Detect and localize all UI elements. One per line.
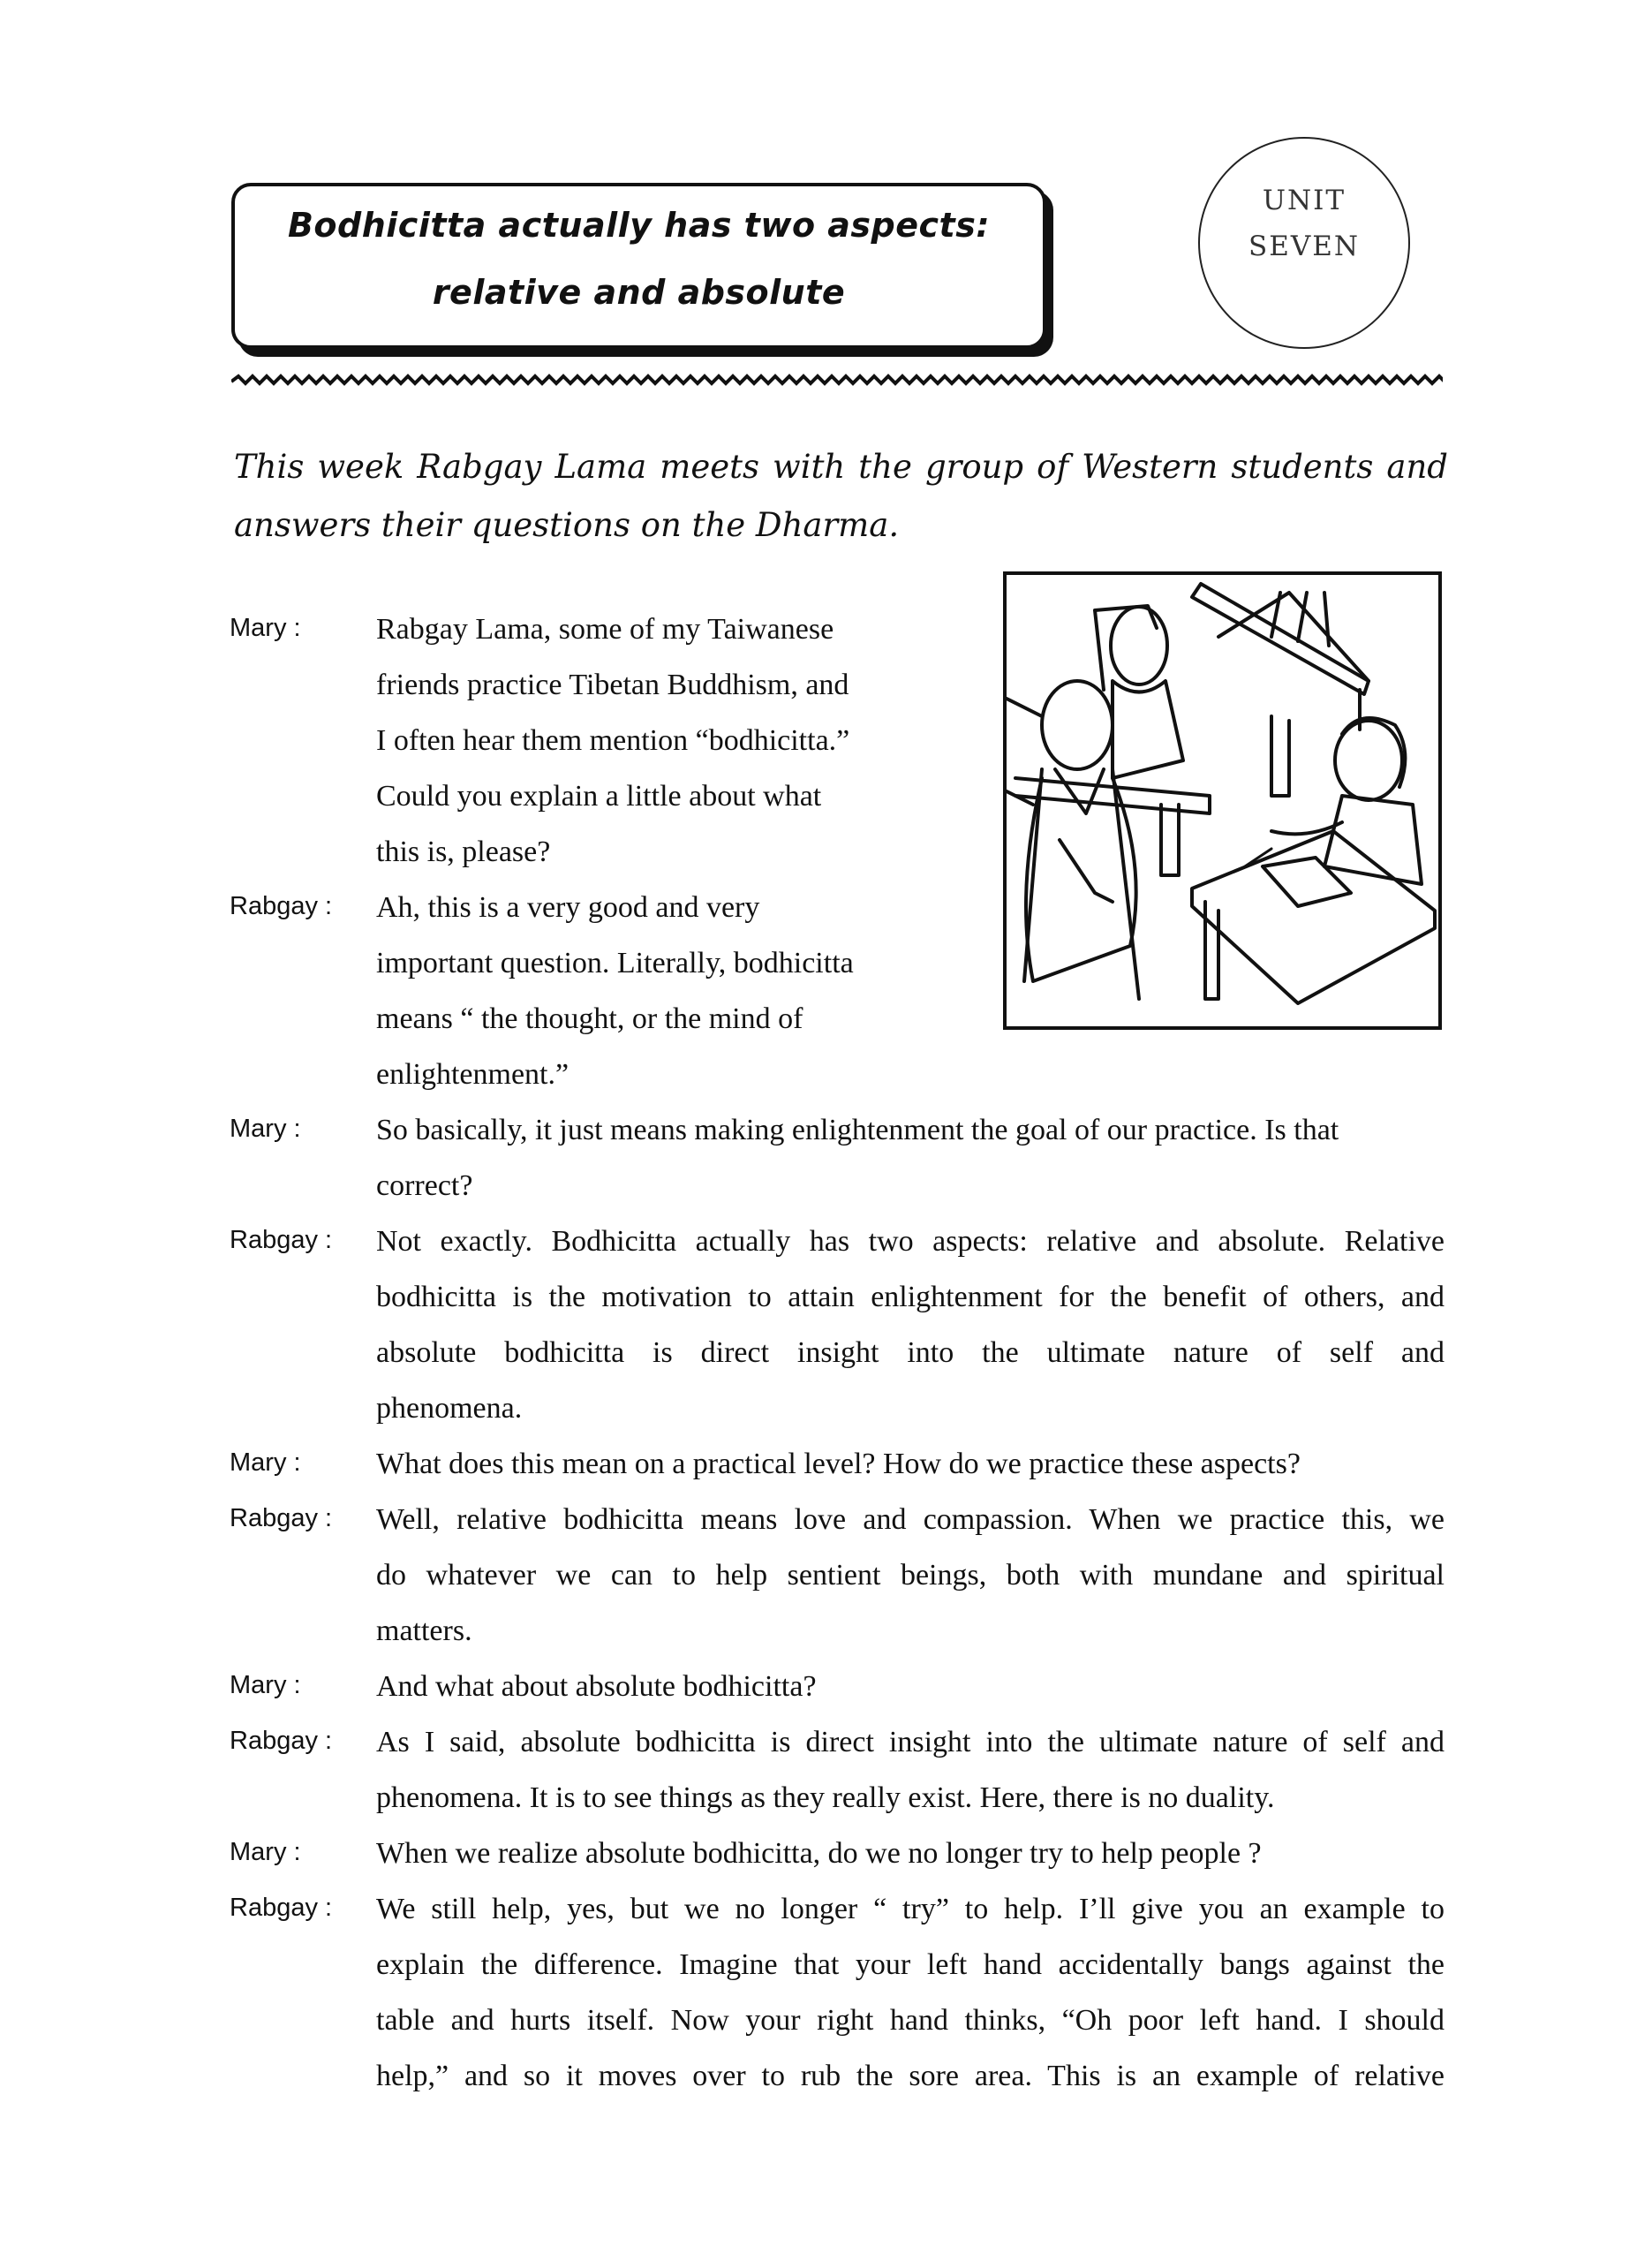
dialogue-row: [0, 1770, 1652, 1826]
speaker-label: Rabgay :: [230, 1894, 333, 1922]
dialogue-line: When we realize absolute bodhicitta, do we no longer try to help people ?: [376, 1837, 1262, 1870]
dialogue-row: [0, 935, 1652, 991]
dialogue-line: friends practice Tibetan Buddhism, and: [376, 669, 849, 701]
dialogue-row: [0, 1547, 1652, 1603]
dialogue-line: explain the difference. Imagine that your left hand accidentally bangs against the: [376, 1948, 1445, 1981]
dialogue-row: [0, 1714, 1652, 1770]
unit-number: SEVEN: [1248, 231, 1360, 262]
title-line-1: Bodhicitta actually has two aspects:: [287, 206, 991, 245]
dialogue-line: And what about absolute bodhicitta?: [376, 1670, 817, 1703]
dialogue-row: [0, 768, 1652, 824]
title-line-2: relative and absolute: [432, 273, 846, 312]
dialogue-row: [0, 1102, 1652, 1158]
speaker-label: Rabgay :: [230, 1727, 333, 1755]
dialogue-row: [0, 713, 1652, 768]
dialogue-row: [0, 1436, 1652, 1492]
dialogue-line: matters.: [376, 1614, 472, 1647]
dialogue-line: We still help, yes, but we no longer “ try” to help. I’ll give you an example to: [376, 1893, 1445, 1925]
dialogue-line: phenomena.: [376, 1392, 523, 1425]
dialogue-line: Rabgay Lama, some of my Taiwanese: [376, 613, 834, 646]
dialogue-line: Well, relative bodhicitta means love and compassion. When we practice this, we: [376, 1503, 1445, 1536]
speaker-label: Rabgay :: [230, 892, 333, 920]
dialogue-row: [0, 1993, 1652, 2048]
unit-label: UNIT: [1262, 185, 1346, 216]
dialogue-line: means “ the thought, or the mind of: [376, 1002, 803, 1035]
speaker-label: Mary :: [230, 1115, 301, 1143]
dialogue-line: bodhicitta is the motivation to attain enlightenment for the benefit of others, and: [376, 1281, 1445, 1313]
dialogue-line: Could you explain a little about what: [376, 780, 822, 813]
dialogue-line: absolute bodhicitta is direct insight into the ultimate nature of self and: [376, 1336, 1445, 1369]
dialogue-row: [0, 1380, 1652, 1436]
dialogue-line: enlightenment.”: [376, 1058, 570, 1091]
dialogue-row: [0, 1826, 1652, 1881]
dialogue-row: [0, 1047, 1652, 1102]
dialogue-line: Ah, this is a very good and very: [376, 891, 760, 924]
dialogue-line: table and hurts itself. Now your right hand thinks, “Oh poor left hand. I should: [376, 2004, 1445, 2037]
wavy-divider: [231, 373, 1443, 390]
dialogue-line: So basically, it just means making enlightenment the goal of our practice. Is that: [376, 1114, 1339, 1146]
dialogue-row: [0, 657, 1652, 713]
dialogue-line: I often hear them mention “bodhicitta.”: [376, 724, 850, 757]
speaker-label: Rabgay :: [230, 1504, 333, 1532]
dialogue-row: [0, 2048, 1652, 2104]
dialogue: [0, 601, 1652, 2104]
dialogue-row: [0, 1492, 1652, 1547]
dialogue-row: [0, 991, 1652, 1047]
speaker-label: Rabgay :: [230, 1226, 333, 1254]
dialogue-row: [0, 1269, 1652, 1325]
intro-paragraph: This week Rabgay Lama meets with the group of Western students and answers their questions on the Dharma.: [234, 448, 1448, 544]
dialogue-row: [0, 1881, 1652, 1937]
dialogue-row: [0, 1659, 1652, 1714]
speaker-label: Mary :: [230, 1448, 301, 1477]
dialogue-row: [0, 1214, 1652, 1269]
unit-title-box: [231, 183, 1046, 349]
dialogue-row: [0, 1158, 1652, 1214]
dialogue-line: phenomena. It is to see things as they really exist. Here, there is no duality.: [376, 1781, 1275, 1814]
dialogue-line: this is, please?: [376, 836, 551, 868]
speaker-label: Mary :: [230, 1671, 301, 1699]
dialogue-row: [0, 824, 1652, 880]
dialogue-row: [0, 880, 1652, 935]
dialogue-row: [0, 1603, 1652, 1659]
dialogue-line: do whatever we can to help sentient beings, both with mundane and spiritual: [376, 1559, 1445, 1592]
dialogue-line: Not exactly. Bodhicitta actually has two aspects: relative and absolute. Relative: [376, 1225, 1445, 1258]
dialogue-line: help,” and so it moves over to rub the sore area. This is an example of relative: [376, 2060, 1445, 2092]
speaker-label: Mary :: [230, 1838, 301, 1866]
dialogue-row: [0, 601, 1652, 657]
unit-badge: [1198, 137, 1410, 349]
dialogue-row: [0, 1937, 1652, 1993]
dialogue-line: What does this mean on a practical level? How do we practice these aspects?: [376, 1448, 1301, 1480]
dialogue-row: [0, 1325, 1652, 1380]
speaker-label: Mary :: [230, 614, 301, 642]
dialogue-line: correct?: [376, 1169, 473, 1202]
dialogue-line: As I said, absolute bodhicitta is direct insight into the ultimate nature of self and: [376, 1726, 1445, 1758]
dialogue-line: important question. Literally, bodhicitta: [376, 947, 854, 979]
